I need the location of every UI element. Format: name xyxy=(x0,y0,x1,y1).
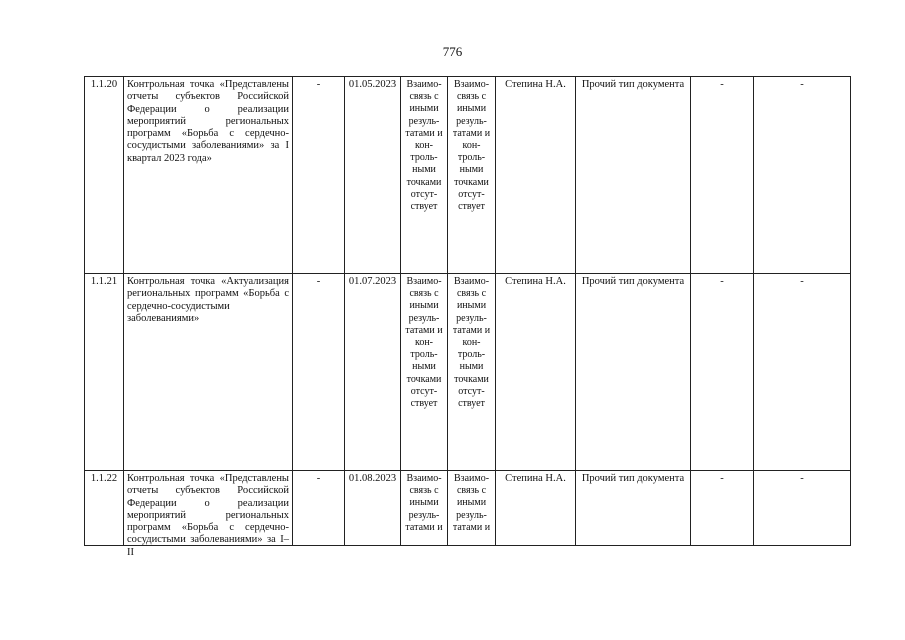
row-description: Контрольная точка «Представлены отчеты субъектов Российской Федерации о реализации мероприятий региональных программ «Борьба с сердечно-сосудистыми заболеваниями» за I квартал 2023 года» xyxy=(124,77,293,274)
row-relation-2: Взаимосвязь с иными результатами и xyxy=(448,471,496,546)
row-description-text: Контрольная точка «Представлены отчеты субъектов Российской Федерации о реализации мероприятий региональных программ «Борьба с сердечно-сосудистыми заболеваниями» за I–II xyxy=(127,473,289,558)
row-document-type: Прочий тип документа xyxy=(576,274,691,471)
row-col10: - xyxy=(754,274,851,471)
row-relation-2: Взаимосвязь с иными результатами и контрольными точками отсутствует xyxy=(448,274,496,471)
row-relation-2: Взаимосвязь с иными результатами и контрольными точками отсутствует xyxy=(448,77,496,274)
row-col9: - xyxy=(691,274,754,471)
row-date: 01.07.2023 xyxy=(345,274,401,471)
row-col10: - xyxy=(754,471,851,546)
row-number: 1.1.22 xyxy=(85,471,124,546)
row-dash: - xyxy=(293,471,345,546)
row-number: 1.1.20 xyxy=(85,77,124,274)
table-row xyxy=(85,274,851,471)
page-number: 776 xyxy=(442,44,463,59)
row-description: Контрольная точка «Актуализация региональных программ «Борьба с сердечно-сосудистыми заболеваниями» xyxy=(124,274,293,471)
row-date: 01.08.2023 xyxy=(345,471,401,546)
row-responsible: Степина Н.А. xyxy=(496,471,576,546)
row-col9: - xyxy=(691,77,754,274)
row-dash: - xyxy=(293,274,345,471)
row-document-type: Прочий тип документа xyxy=(576,471,691,546)
row-responsible: Степина Н.А. xyxy=(496,274,576,471)
control-points-table xyxy=(84,76,851,558)
row-col10: - xyxy=(754,77,851,274)
row-document-type: Прочий тип документа xyxy=(576,77,691,274)
row-relation-1: Взаимосвязь с иными результатами и контрольными точками отсутствует xyxy=(401,274,448,471)
table-row xyxy=(85,471,851,546)
row-responsible: Степина Н.А. xyxy=(496,77,576,274)
row-relation-1: Взаимосвязь с иными результатами и контрольными точками отсутствует xyxy=(401,77,448,274)
row-dash: - xyxy=(293,77,345,274)
row-relation-1: Взаимосвязь с иными результатами и xyxy=(401,471,448,546)
row-number: 1.1.21 xyxy=(85,274,124,471)
row-description xyxy=(124,471,293,558)
table-row xyxy=(85,77,851,274)
row-col9: - xyxy=(691,471,754,546)
row-date: 01.05.2023 xyxy=(345,77,401,274)
